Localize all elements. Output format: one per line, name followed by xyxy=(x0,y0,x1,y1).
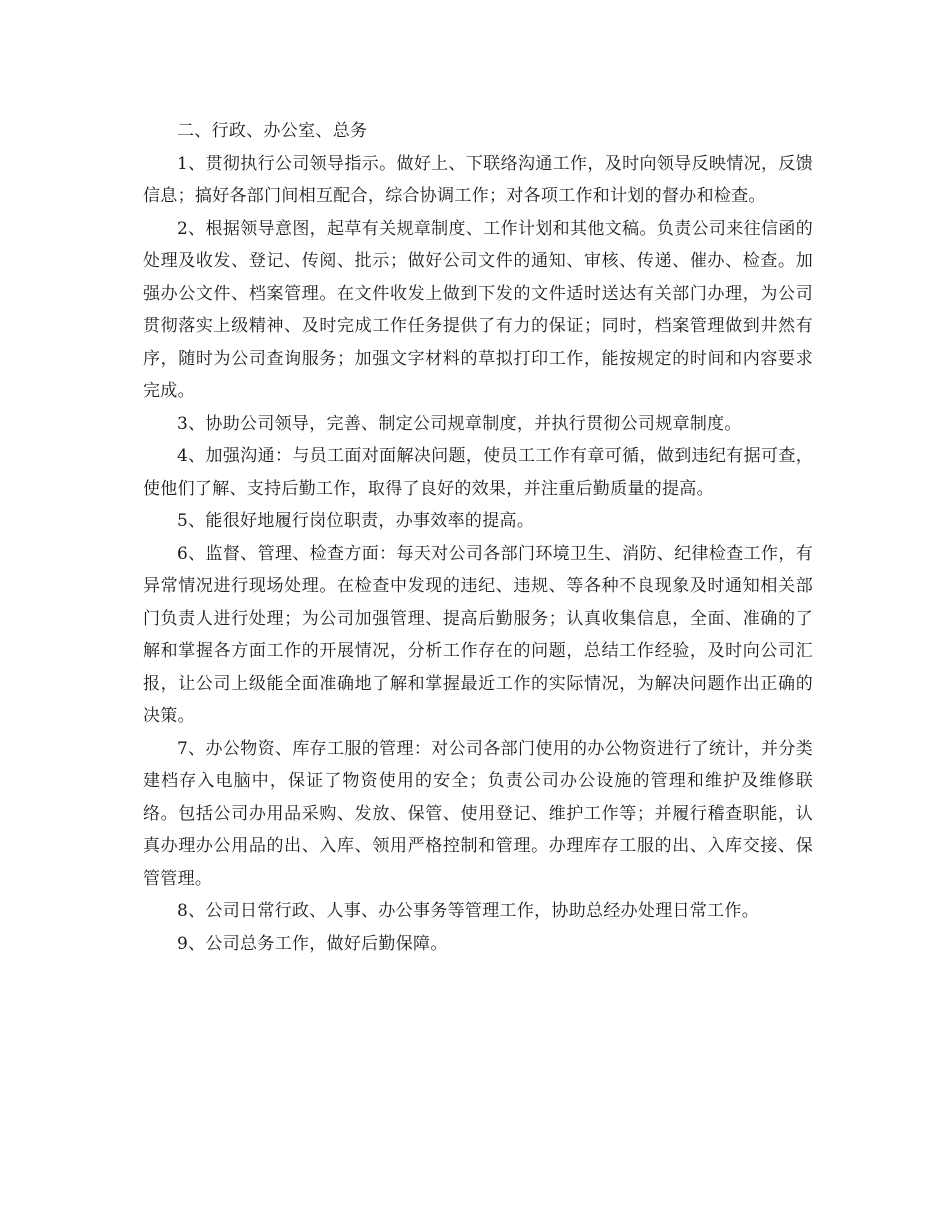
paragraph-7: 7、办公物资、库存工服的管理：对公司各部门使用的办公物资进行了统计，并分类建档存入电脑中，保证了物资使用的安全；负责公司办公设施的管理和维护及维修联络。包括公司办用品采购、发放、保管、使用登记、维护工作等；并履行稽查职能，认真办理办公用品的出、入库、领用严格控制和管理。办理库存工服的出、入库交接、保管管理。 xyxy=(143,738,813,889)
paragraph-6: 6、监督、管理、检查方面：每天对公司各部门环境卫生、消防、纪律检查工作，有异常情况进行现场处理。在检查中发现的违纪、违规、等各种不良现象及时通知相关部门负责人进行处理；为公司加强管理、提高后勤服务；认真收集信息，全面、准确的了解和掌握各方面工作的开展情况，分析工作存在的问题，总结工作经验，及时向公司汇报，让公司上级能全面准确地了解和掌握最近工作的实际情况，为解决问题作出正确的决策。 xyxy=(143,543,813,726)
paragraph-1: 1、贯彻执行公司领导指示。做好上、下联络沟通工作，及时向领导反映情况，反馈信息；搞好各部门间相互配合，综合协调工作；对各项工作和计划的督办和检查。 xyxy=(143,153,813,206)
paragraph-2: 2、根据领导意图，起草有关规章制度、工作计划和其他文稿。负责公司来往信函的处理及收发、登记、传阅、批示；做好公司文件的通知、审核、传递、催办、检查。加强办公文件、档案管理。在文件收发上做到下发的文件适时送达有关部门办理，为公司贯彻落实上级精神、及时完成工作任务提供了有力的保证；同时，档案管理做到井然有序，随时为公司查询服务；加强文字材料的草拟打印工作，能按规定的时间和内容要求完成。 xyxy=(143,218,813,401)
paragraph-5: 5、能很好地履行岗位职责，办事效率的提高。 xyxy=(177,511,535,531)
paragraph-9: 9、公司总务工作，做好后勤保障。 xyxy=(177,933,448,954)
paragraph-8: 8、公司日常行政、人事、办公事务等管理工作，协助总经办处理日常工作。 xyxy=(177,901,760,921)
section-heading: 二、行政、办公室、总务 xyxy=(177,121,368,141)
paragraph-4: 4、加强沟通：与员工面对面解决问题，使员工工作有章可循，做到违纪有据可查，使他们了解、支持后勤工作，取得了良好的效果，并注重后勤质量的提高。 xyxy=(143,446,813,499)
paragraph-3: 3、协助公司领导，完善、制定公司规章制度，并执行贯彻公司规章制度。 xyxy=(177,413,742,434)
document-body xyxy=(143,115,813,960)
